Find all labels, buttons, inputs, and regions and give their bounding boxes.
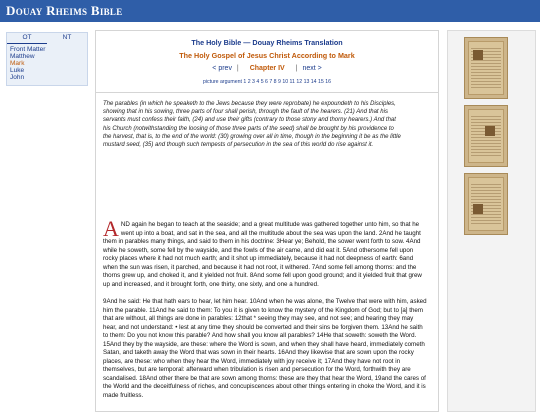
chapter-navigation: [96, 65, 438, 72]
illustration-sidebar: [447, 30, 536, 412]
next-link[interactable]: next >: [302, 65, 322, 72]
book-john[interactable]: John: [10, 74, 25, 81]
book-mark[interactable]: Mark: [10, 60, 25, 67]
picture-argument-links: [96, 79, 438, 85]
tab-nt[interactable]: NT: [62, 34, 72, 41]
chapter-label: Chapter IV: [249, 65, 285, 72]
top-bar: [0, 0, 540, 22]
chapter-content: [95, 30, 439, 412]
gospel-title: The Holy Gospel of Jesus Christ According to Mark: [179, 51, 355, 60]
separator: |: [295, 65, 298, 72]
divider: [96, 92, 438, 93]
bible-title: The Holy Bible — Douay Rheims Translation: [191, 38, 343, 47]
illustration-thumbnail[interactable]: [464, 105, 508, 167]
book-navigation: [6, 32, 88, 86]
verse-text: [103, 216, 427, 400]
picture-numbers[interactable]: 1 2 3 4 5 6 7 8 9 10 11 12 13 14 15 16: [243, 79, 331, 85]
drop-cap: A: [103, 216, 119, 241]
verse-paragraph: 9And he said: He that hath ears to hear, let him hear. 10And when he was alone, the Twelve that were with him, asked him the parable. 11And he said to them: To you it is given to know the mystery of the Kingdom of God; but to [a] them that are without, all things are done in parables: 12that * seeing they may see, and not see; and hearing they may hear, and not understand: • lest at any time they should be converted and their sins be forgiven them. 13And he saith to them: Do you not know this parable? And how shall you know all parables? 14He that soweth: soweth the Word. 15And they by the wayside, are these: where the Word is sown, and when they shall have heard, immediately cometh Satan, and taketh away the Word that was sown in their hearts. 16And they likewise that are sown upon the rocky places, are these: who when they hear the Word, immediately with joy receive it; 17And they have not root in themselves, but are temporal: afterward when tribulation is risen and persecution for the Word, forthwith they are scandalised. 18And other there be that are sown among thorns: these are they that hear the Word, 19and the cares of the World and the deceitfulness of riches, and concupiscences about other things entering in choke the Word, and it is made fruitless.: [103, 298, 427, 399]
verse-paragraph: ND again he began to teach at the seaside; and a great multitude was gathered together unto him, so that he went up into a boat, and sat in the sea, and all the multitude about the sea was upon the land. 2And he taught them in parables many things, and said to them in his doctrine: 3Hear ye; Behold, the sower went forth to sow. 4And while he soweth, some fell by the wayside, and the fowls of the air came, and did eat it. 5And othersome fell upon rocky places where it had not much earth; and it shot up immediately, because it had not deepness of earth: 6and when the sun was risen, it parched, and because it had not root, it withered. 7And some fell among thorns: and the thorns grew up, and choked it, and it yielded not fruit. 8And some fell upon good ground; and it yielded fruit that grew up and increased, and it brought forth, one thirty, one sixty, and one a hundred.: [103, 221, 422, 288]
separator: |: [236, 65, 239, 72]
site-title[interactable]: Douay Rheims Bible: [6, 3, 123, 18]
book-matthew[interactable]: Matthew: [10, 53, 35, 60]
book-front-matter[interactable]: Front Matter: [10, 46, 46, 53]
tab-ot[interactable]: OT: [7, 33, 47, 44]
illustration-thumbnail[interactable]: [464, 37, 508, 99]
book-luke[interactable]: Luke: [10, 67, 25, 74]
picture-label: picture argument: [203, 79, 242, 85]
chapter-summary: The parables (in which he speaketh to the Jews because they were reprobate) he expoundeth to his Disciples, showing that in his sowing, three parts of four shall perish, through the fault of the hearers. (21) And that his servants must confess their faith, (24) and use their gifts (contrary to those stony and thorny hearers.) And that his Church (notwithstanding the loosing of those three parts of the seed) shall be brought by his providence to the harvest, that is, to the end of the world: (30) growing over all in time, though in the beginning it be as the little mustard seed, (35) and though such tempests of persecution in the sea of this world do rise against it.: [103, 101, 401, 149]
illustration-thumbnail[interactable]: [464, 173, 508, 235]
prev-link[interactable]: < prev: [212, 65, 232, 72]
